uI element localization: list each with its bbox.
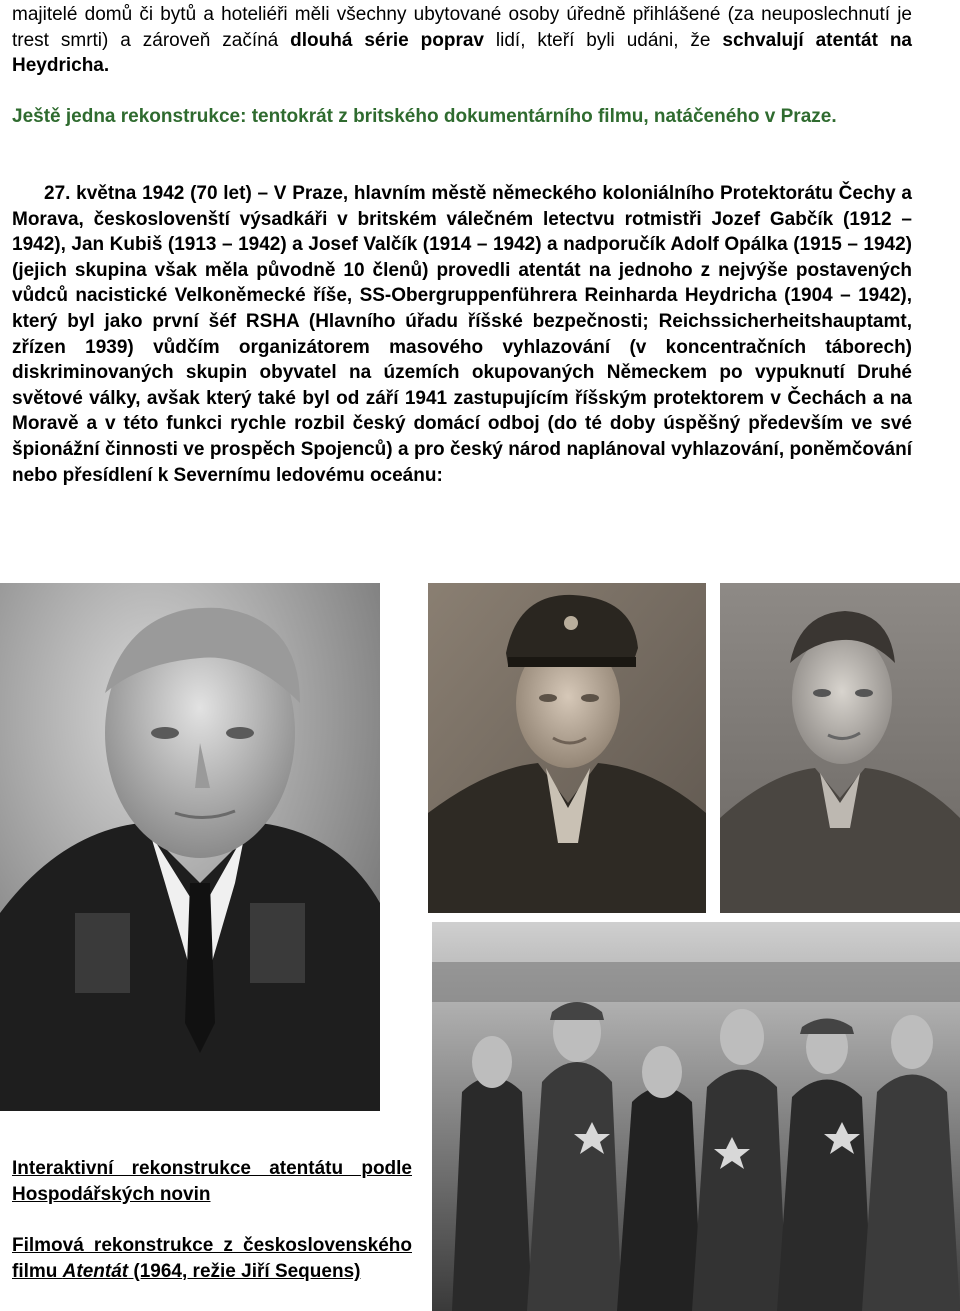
text-part: lidí, kteří byli udáni, že [484,29,723,51]
text-bold: dlouhá série poprav [290,29,484,51]
photo-gabcik-portrait [720,583,960,913]
link-text-italic: Atentát [62,1261,129,1282]
paragraph-text: 27. května 1942 (70 let) – V Praze, hlavním městě německého koloniálního Protektorátu Čechy a Morava, českoslovenští výsadkáři v britském válečném letectvu rotmistři Jozef Gabčík (1912 – 1942), Jan Kubiš (1913 – 1942) a Josef Valčík (1914 – 1942) a nadporučík Adolf Opálka (1915 – 1942) (jejich skupina však měla původně 10 členů) provedli atentát na jednoho z nejvýše postavených vůdců nacistické Velkoněmecké říše, SS-Obergruppenführera Reinharda Heydricha (1904 – 1942), který byl jako první šéf RSHA (Hlavního úřadu říšské bezpečnosti; Reichssicherheitshauptamt, zřízen 1939) vůdčím organizátorem masového vyhlazování (v koncentračních táborech) diskriminovaných skupin obyvatel na územích okupovaných Německem po vypuknutí Druhé světové války, avšak který také byl od září 1941 zastupujícím říšským protektorem v Čechách a na Moravě a v této funkci rychle rozbil český domácí odboj (do té doby úspěšný především ve své špionážní činnosti ve prospěch Spojenců) a pro český národ naplánoval vyhlazování, poněmčování nebo přesídlení k Severnímu ledovému oceánu: [12,183,912,486]
link-text: Filmová rekonstrukce z československého filmu [12,1235,412,1282]
link-film-reconstruction-block [12,1233,412,1285]
text-bold: schvalují atentát na Heydricha. [12,29,912,77]
text-part: majitelé domů či bytů a hoteliéři měli všechny ubytované osoby úředně přihlášené (za neuposlechnutí je trest smrti) a zároveň začíná [12,4,912,51]
link-interactive-reconstruction[interactable]: Interaktivní rekonstrukce atentátu podle Hospodářských novin [12,1158,412,1205]
photo-heydrich-portrait [0,583,380,1111]
paragraph-assassination [12,181,912,488]
photo-kubis-portrait [428,583,706,913]
paragraph-executions [12,2,912,79]
link-film-reconstruction[interactable] [12,1235,412,1282]
link-text: (1964, režie Jiří Sequens) [128,1261,361,1282]
link-interactive-reconstruction-block [12,1156,412,1208]
photo-deportation-crowd [432,922,960,1311]
paragraph-reconstruction-note: Ještě jedna rekonstrukce: tentokrát z britského dokumentárního filmu, natáčeného v Praze. [12,106,837,127]
